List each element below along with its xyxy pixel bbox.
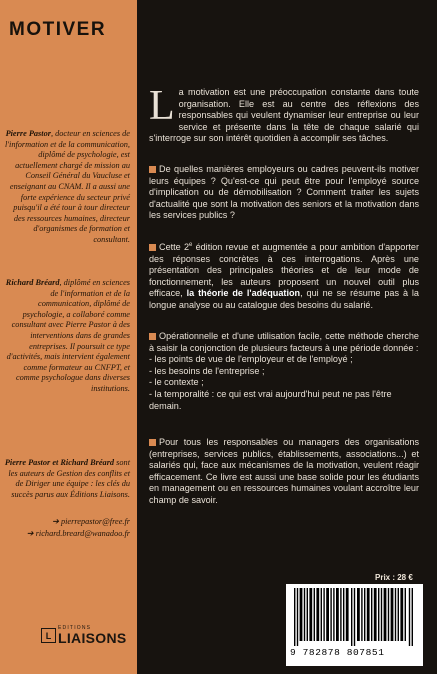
questions-paragraph [149, 164, 419, 222]
theory-name: la théorie de l'adéquation [186, 288, 301, 299]
audience-text: Pour tous les responsables ou managers des organisations (entreprises, services publics, établissements, associations...) et salariés qui, face aux mécanismes de la motivation, veulent réagir efficacement. Ce livre est aussi une base solide pour les étudiants en management ou en ressources humaines voulant accroître leur champ de savoir. [149, 437, 419, 505]
price-label: Prix : 28 € [375, 573, 413, 582]
author-bio-joint [2, 458, 130, 500]
drop-cap: L [149, 83, 175, 129]
square-bullet-icon [149, 333, 156, 340]
publisher-logo [41, 626, 127, 645]
left-panel [0, 0, 137, 674]
intro-paragraph [149, 83, 419, 145]
author-bio-pastor [2, 129, 130, 246]
method-paragraph [149, 331, 419, 412]
barcode-bars-icon [294, 588, 414, 646]
contact-email-pastor[interactable]: ➔ pierrepastor@free.fr [51, 517, 130, 526]
edition-text-a: Cette 2 [159, 242, 190, 253]
publisher-mark-icon: L [41, 628, 56, 643]
questions-text: De quelles manières employeurs ou cadres peuvent-ils motiver leurs équipes ? Qu'est-ce qui peut être pour l'employé source d'implication ou de démobilisation ? Comment traiter les sujets d'actualité que sont la motivation des seniors et la motivation dans les services publics ? [149, 164, 419, 221]
book-title: MOTIVER [9, 19, 107, 40]
audience-paragraph [149, 437, 419, 507]
isbn-number: 9 782878 807851 [290, 647, 385, 658]
author-bio-text: , docteur en sciences de l'information et de la communication, diplômé de psychologie, est actuellement chargé de mission au Conseil Général du Vaucluse et enseignant au CNAM. Il a aussi une forte expérience du secteur privé puisqu'il a été tour à tour directeur des ressources humaines, directeur d'organismes de formation et consultant. [4, 129, 130, 244]
barcode [286, 584, 423, 666]
square-bullet-icon [149, 166, 156, 173]
contact-list [2, 516, 130, 540]
intro-text: a motivation est une préoccupation constante dans toute organisation. Elle est au centre des réflexions des responsables qui veulent dynamiser leur entreprise ou leur service et présente dans la tête de chaque salarié qui s'interroge sur son intérêt quotidien à accomplir ses tâches. [149, 87, 419, 144]
author-names: Pierre Pastor et Richard Bréard [4, 458, 115, 467]
edition-sup: e [189, 242, 193, 248]
method-list-item: - les points de vue de l'employeur et de l'employé ; [149, 354, 353, 365]
method-list-item: - le contexte ; [149, 377, 204, 388]
method-list-item: - la temporalité : ce qui est vrai aujourd'hui peut ne pas l'être demain. [149, 388, 392, 411]
contact-email-breard[interactable]: ➔ richard.breard@wanadoo.fr [26, 529, 130, 538]
author-name: Pierre Pastor [5, 129, 51, 138]
publisher-label-small: EDITIONS [58, 625, 92, 631]
edition-paragraph [149, 240, 419, 312]
publisher-name: LIAISONS [58, 630, 127, 646]
author-bio-text: , diplômé en sciences de l'information et de la communication, diplômé de psychologie, a collaboré comme consultant avec Pierre Pastor à des interventions dans de grandes entreprises. Il poursuit ce type d'activités, mais intervient également comme formateur au CNFPT, et comme psychologue dans diverses institutions. [6, 278, 130, 393]
square-bullet-icon [149, 244, 156, 251]
square-bullet-icon [149, 439, 156, 446]
author-bio-breard [2, 278, 130, 395]
author-name: Richard Bréard [5, 278, 60, 287]
edition-text-b: édition revue et augmentée a pour ambition d'apporter des réponses concrètes à ces interrogations. Après une présentation des principales théories et de leur mode de fonctionnement, les auteurs proposent un nouvel outil plus efficace, [149, 242, 419, 299]
method-intro: Opérationnelle et d'une utilisation facile, cette méthode cherche à saisir la conjonction de plusieurs facteurs à une période donnée : [149, 331, 419, 353]
method-list-item: - les besoins de l'entreprise ; [149, 365, 265, 376]
author-bio-text: sont les auteurs de Gestion des conflits et de Diriger une équipe : les clés du succès parus aux Éditions Liaisons. [8, 458, 130, 499]
edition-text-c: , qui ne se résume pas à la longue analyse ou au catalogue des besoins du salarié. [149, 288, 419, 310]
